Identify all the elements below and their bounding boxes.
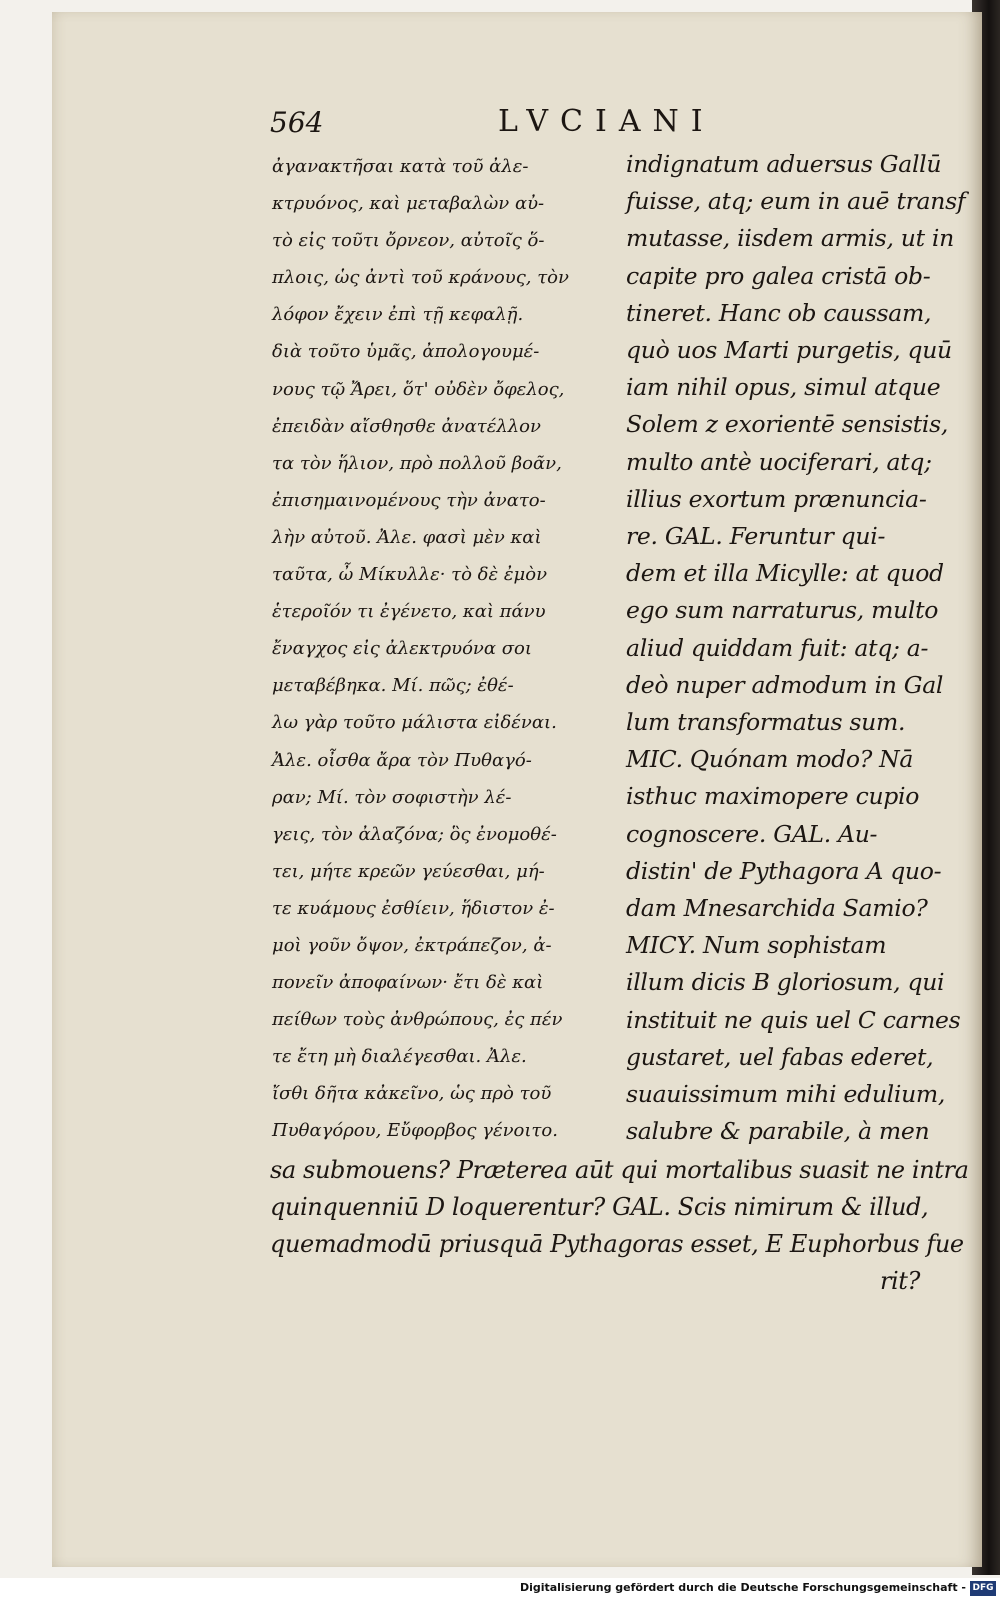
greek-text-line: πείθων τοὺς ἀνθρώπους, ἐς πέν bbox=[272, 1009, 563, 1031]
latin-text-line: capite pro galea cristā ob- bbox=[626, 261, 931, 290]
greek-text-line: ἔναγχος εἰς ἀλεκτρυόνα σοι bbox=[272, 638, 532, 660]
greek-text-line: τα τὸν ἥλιον, πρὸ πολλοῦ βοᾶν, bbox=[272, 452, 562, 474]
greek-text-line: τε κυάμους ἐσθίειν, ἥδιστον ἐ- bbox=[272, 897, 555, 919]
greek-text-line: τὸ εἰς τοῦτι ὄρνεον, αὐτοῖς ὅ- bbox=[272, 230, 545, 252]
greek-text-line: Πυθαγόρου, Εὔφορβος γένοιτο. bbox=[272, 1120, 558, 1142]
latin-text-line: MIC. Quónam modo? Nā bbox=[626, 745, 914, 774]
latin-text-line: tineret. Hanc ob caussam, bbox=[626, 298, 932, 327]
latin-text-line: MICY. Num sophistam bbox=[626, 931, 887, 960]
greek-text-line: μεταβέβηκα. Μί. πῶς; ἐθέ- bbox=[272, 675, 514, 697]
latin-text-column bbox=[626, 146, 966, 1150]
latin-text-line: salubre & parabile, à men bbox=[626, 1117, 930, 1146]
greek-text-line: ἐπειδὰν αἴσθησθε ἀνατέλλον bbox=[272, 415, 541, 437]
latin-text-line: dem et illa Micylle: at quod bbox=[626, 559, 944, 588]
greek-text-line: τε ἔτη μὴ διαλέγεσθαι. Ἀλε. bbox=[272, 1046, 527, 1068]
latin-text-line: deò nuper admodum in Gal bbox=[626, 670, 944, 699]
greek-text-line: μοὶ γοῦν ὄψον, ἐκτράπεζον, ἀ- bbox=[272, 934, 552, 956]
greek-text-line: πονεῖν ἀποφαίνων· ἔτι δὲ καὶ bbox=[272, 972, 544, 994]
page-number: 564 bbox=[270, 106, 324, 139]
latin-text-line: isthuc maximopere cupio bbox=[626, 782, 920, 811]
latin-text-line: indignatum aduersus Gallū bbox=[626, 150, 942, 178]
latin-text-line: Solem z exorientē sensistis, bbox=[626, 410, 949, 439]
full-width-text-block bbox=[270, 1152, 969, 1300]
latin-text-line: gustaret, uel fabas ederet, bbox=[626, 1042, 934, 1071]
greek-text-line: πλοις, ὡς ἀντὶ τοῦ κράνους, τὸν bbox=[272, 267, 569, 289]
greek-text-line: γεις, τὸν ἀλαζόνα; ὃς ἐνομοθέ- bbox=[272, 823, 557, 845]
latin-text-line: mutasse, iisdem armis, ut in bbox=[626, 224, 954, 253]
latin-text-line: distin' de Pythagora A quo- bbox=[626, 856, 942, 885]
greek-text-line: ταῦτα, ὦ Μίκυλλε· τὸ δὲ ἐμὸν bbox=[272, 564, 548, 586]
greek-text-line: ἑτεροῖόν τι ἐγένετο, καὶ πάνυ bbox=[272, 601, 546, 623]
greek-text-line: κτρυόνος, καὶ μεταβαλὼν αὐ- bbox=[272, 193, 545, 215]
full-width-text-line: quemadmodū priusquā Pythagoras esset, E Euphorbus fue bbox=[270, 1230, 964, 1258]
greek-text-line: τει, μήτε κρεῶν γεύεσθαι, μή- bbox=[272, 860, 545, 882]
page-header bbox=[270, 102, 790, 142]
latin-text-line: lum transformatus sum. bbox=[626, 708, 906, 737]
footer-bar bbox=[0, 1578, 1000, 1600]
full-width-text-line: quinquenniū D loquerentur? GAL. Scis nimirum & illud, bbox=[270, 1193, 929, 1221]
catchword: rit? bbox=[879, 1267, 920, 1295]
latin-text-line: illum dicis B gloriosum, qui bbox=[626, 968, 945, 997]
latin-text-line: aliud quiddam fuit: atq; a- bbox=[626, 633, 929, 662]
running-title: LVCIANI bbox=[498, 104, 715, 139]
greek-text-line: ἀγανακτῆσαι κατὰ τοῦ ἀλε- bbox=[272, 156, 529, 177]
greek-text-line: λω γὰρ τοῦτο μάλιστα εἰδέναι. bbox=[272, 712, 557, 734]
greek-text-line: Ἀλε. οἶσθα ἄρα τὸν Πυθαγό- bbox=[272, 749, 532, 771]
dfg-logo: DFG bbox=[970, 1581, 996, 1596]
latin-text-line: iam nihil opus, simul atque bbox=[626, 373, 941, 402]
greek-text-line: λὴν αὐτοῦ. Ἀλε. φασὶ μὲν καὶ bbox=[272, 526, 542, 548]
latin-text-line: illius exortum prænuncia- bbox=[626, 484, 927, 513]
full-width-text-line: sa submouens? Præterea aūt qui mortalibus suasit ne intra bbox=[270, 1156, 969, 1184]
greek-text-line: ραν; Μί. τὸν σοφιστὴν λέ- bbox=[272, 786, 512, 808]
greek-text-column bbox=[272, 148, 602, 1150]
latin-text-line: ego sum narraturus, multo bbox=[626, 596, 939, 625]
greek-text-line: διὰ τοῦτο ὑμᾶς, ἀπολογουμέ- bbox=[272, 341, 540, 363]
latin-text-line: quò uos Marti purgetis, quū bbox=[626, 336, 952, 365]
latin-text-line: cognoscere. GAL. Au- bbox=[626, 819, 878, 848]
latin-text-line: fuisse, atq; eum in auē transf bbox=[626, 187, 966, 216]
footer-credit: Digitalisierung gefördert durch die Deutsche Forschungsgemeinschaft - bbox=[519, 1581, 966, 1594]
greek-text-line: λόφον ἔχειν ἐπὶ τῇ κεφαλῇ. bbox=[272, 304, 524, 326]
latin-text-line: suauissimum mihi edulium, bbox=[626, 1080, 946, 1109]
latin-text-line: re. GAL. Feruntur qui- bbox=[626, 522, 886, 551]
latin-text-line: dam Mnesarchida Samio? bbox=[626, 894, 928, 923]
greek-text-line: ἴσθι δῆτα κἀκεῖνο, ὡς πρὸ τοῦ bbox=[272, 1083, 552, 1105]
greek-text-line: ἐπισημαινομένους τὴν ἀνατο- bbox=[272, 489, 546, 511]
latin-text-line: instituit ne quis uel C carnes bbox=[626, 1005, 961, 1034]
latin-text-line: multo antè uociferari, atq; bbox=[626, 447, 932, 476]
greek-text-line: νους τῷ Ἄρει, ὅτ' οὐδὲν ὄφελος, bbox=[272, 378, 565, 400]
